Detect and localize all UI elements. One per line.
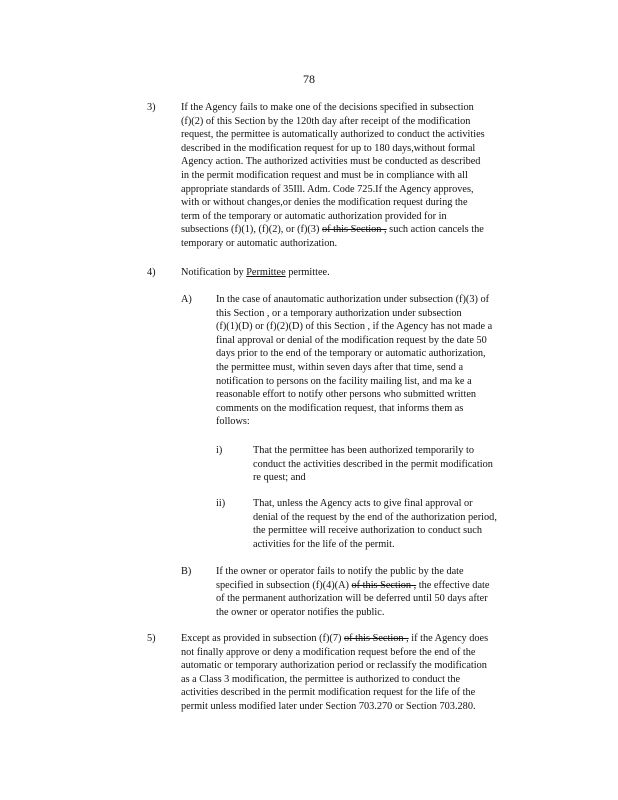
item-4a-ii-line: the permittee will receive authorization to conduct such — [253, 525, 483, 537]
item-4b-line: If the owner or operator fails to notify the public by the date — [216, 566, 464, 577]
item-4a-line: comments on the modification request, that informs them as — [216, 402, 464, 414]
item-3-line: request, the permittee is automatically authorized to conduct the activities — [181, 129, 485, 141]
item-4a-i-text — [253, 444, 528, 485]
deleted-text: of this Section , — [321, 224, 387, 236]
item-5-text — [181, 632, 536, 714]
item-4a-line: notification to persons on the facility mailing list, and ma ke a — [216, 375, 472, 387]
item-5-line: permit unless modified later under Section 703.270 or Section 703.280. — [181, 700, 476, 712]
item-3-line: Agency action. The authorized activities must be conducted as described — [181, 156, 481, 168]
item-4b-line-amended: specified in subsection (f)(4)(A) of this Section , the effective date — [216, 579, 490, 591]
item-4a-ii-line: denial of the request by the end of the authorization period, — [253, 511, 497, 523]
item-4-heading: Notification by Permittee permittee. — [181, 267, 330, 278]
item-4a-i-line: conduct the activities described in the permit modification — [253, 458, 493, 470]
item-4a-line: this Section , or a temporary authorization under subsection — [216, 307, 462, 319]
inserted-text: Permittee — [246, 267, 286, 278]
item-5-label: 5) — [147, 633, 156, 644]
item-4a-ii-label: ii) — [216, 498, 226, 509]
item-4b-text — [216, 565, 536, 619]
item-4a-line: follows: — [216, 416, 250, 428]
item-3-label: 3) — [147, 102, 156, 113]
item-4a-label: A) — [181, 294, 192, 305]
item-4a-line: reasonable effort to notify other persons who submitted written — [216, 389, 477, 401]
item-4a-line: final approval or denial of the modification request by the date 50 — [216, 334, 487, 346]
item-3-line-amended: subsections (f)(1), (f)(2), or (f)(3) of this Section , such action cancels the — [181, 224, 484, 236]
item-3-line: (f)(2) of this Section by the 120th day after receipt of the modification — [181, 115, 471, 127]
item-3-line: described in the modification request for up to 180 days,without formal — [181, 142, 476, 154]
item-5-line: activities described in the permit modification request for the life of the — [181, 687, 476, 699]
item-4a-ii-line: activities for the life of the permit. — [253, 538, 395, 550]
item-3-line: temporary or automatic authorization. — [181, 237, 338, 249]
item-4b-line: the owner or operator notifies the public. — [216, 606, 385, 618]
item-5-line-amended: Except as provided in subsection (f)(7) of this Section , if the Agency does — [181, 633, 489, 644]
item-4a-i-line: That the permittee has been authorized temporarily to — [253, 445, 475, 456]
item-4a-line: In the case of anautomatic authorization under subsection (f)(3) of — [216, 294, 490, 305]
item-3-line: appropriate standards of 35Ill. Adm. Code 725.If the Agency approves, — [181, 183, 474, 195]
item-3-text — [181, 101, 531, 251]
item-3-line: If the Agency fails to make one of the decisions specified in subsection — [181, 102, 474, 113]
item-4a-line: days prior to the end of the temporary or automatic authorization, — [216, 348, 486, 360]
page-number: 78 — [303, 72, 315, 86]
item-4b-line: of the permanent authorization will be deferred until 50 days after — [216, 593, 488, 605]
deleted-text: of this Section , — [344, 633, 409, 644]
item-4a-ii-line: That, unless the Agency acts to give final approval or — [253, 498, 473, 509]
deleted-text: of this Section , — [351, 579, 417, 591]
item-5-line: automatic or temporary authorization period or reclassify the modification — [181, 660, 487, 672]
item-4b-label: B) — [181, 566, 192, 577]
item-5-line: as a Class 3 modification, the permittee is authorized to conduct the — [181, 673, 461, 685]
item-3-line: term of the temporary or automatic authorization provided for in — [181, 210, 447, 222]
item-4a-line: the permittee must, within seven days after that time, send a — [216, 361, 464, 373]
item-5-line: not finally approve or deny a modification request before the end of the — [181, 646, 476, 658]
item-3-line: in the permit modification request and must be in compliance with all — [181, 169, 468, 181]
item-4a-ii-text — [253, 497, 536, 551]
item-4a-line: (f)(1)(D) or (f)(2)(D) of this Section , if the Agency has not made a — [216, 321, 493, 333]
item-4a-text — [216, 293, 536, 429]
item-4a-i-label: i) — [216, 445, 223, 456]
item-4-label: 4) — [147, 267, 156, 278]
item-3-line: with or without changes,or denies the modification request during the — [181, 197, 468, 209]
item-4a-i-line: re quest; and — [253, 472, 306, 484]
